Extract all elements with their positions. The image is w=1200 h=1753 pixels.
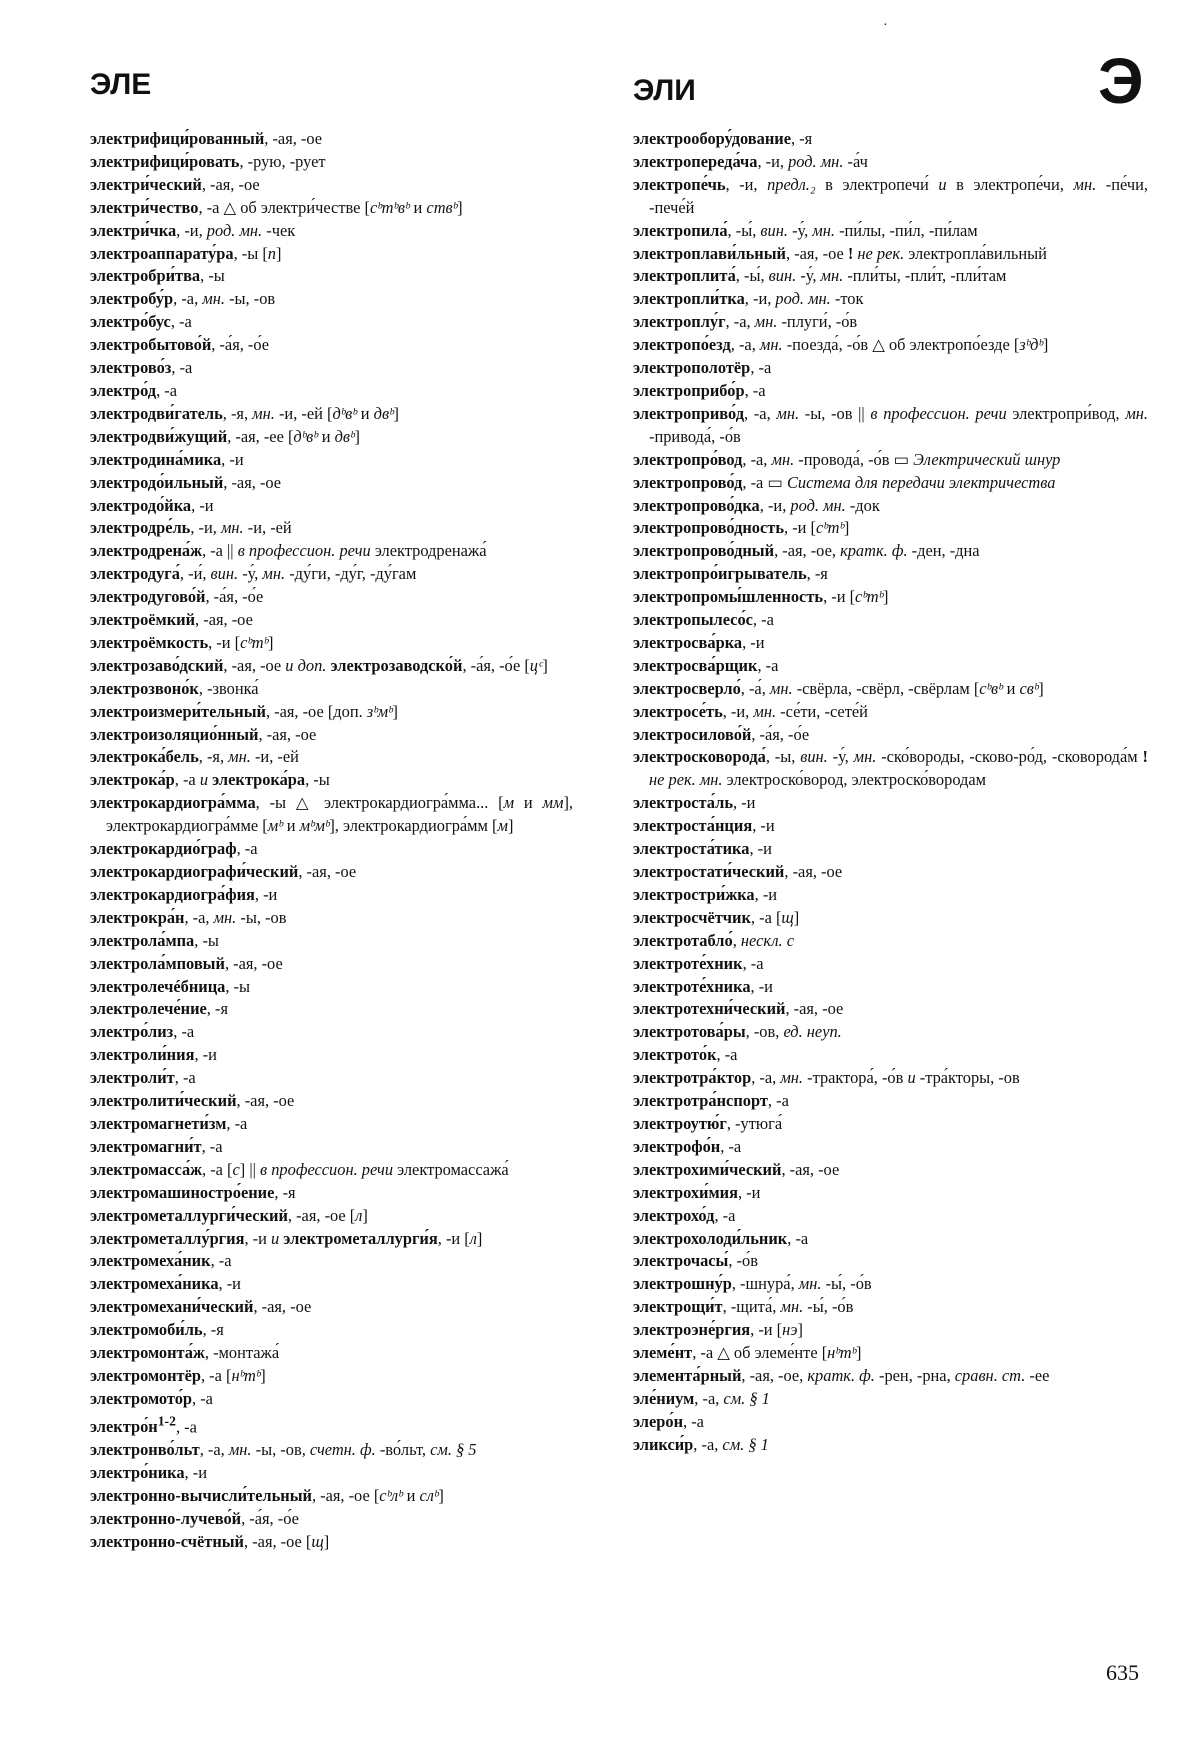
dictionary-entry: электростри́жка, -и [633, 884, 778, 904]
dictionary-entry: электромасса́ж, -а [с] || в профессион. речи электромассажа́ [90, 1159, 509, 1179]
dictionary-entry: электрофо́н, -а [633, 1136, 742, 1156]
dictionary-entry: элемента́рный, -ая, -ое, кратк. ф. -рен, -рна, сравн. ст. -ее [633, 1365, 1050, 1385]
section-letter: Э [1098, 45, 1144, 117]
dictionary-entry: электроте́хник, -а [633, 953, 764, 973]
dictionary-entry: электропереда́ча, -и, род. мн. -а́ч [633, 151, 868, 171]
dictionary-entry: электрифици́ровать, -рую, -рует [90, 151, 326, 171]
dictionary-entry: электроизмери́тельный, -ая, -ое [доп. зᵇмᵇ] [90, 701, 398, 721]
dictionary-entry: электрометаллурги́ческий, -ая, -ое [л] [90, 1205, 368, 1225]
dictionary-entry: электротра́нспорт, -а [633, 1091, 789, 1111]
dictionary-entry: электроизоляцио́нный, -ая, -ое [90, 724, 317, 744]
dictionary-entry: электрокардиографи́ческий, -ая, -ое [90, 862, 357, 881]
dictionary-entry: электрохи́мия, -и [633, 1182, 761, 1202]
dictionary-entry: электри́чка, -и, род. мн. -чек [90, 220, 296, 240]
dictionary-entry: электромагнети́зм, -а [90, 1113, 248, 1133]
dictionary-entry: электросковорода́, -ы, вин. -у́, мн. -ско́вороды, -сково-ро́д, -сковорода́м ! не рек. мн. электроско́вород, электроско́вородам [633, 747, 1148, 790]
dictionary-entry: электрокардиогра́фия, -и [90, 884, 278, 904]
dictionary-entry: электротабло́, нескл. с [633, 930, 794, 950]
dictionary-entry: элеме́нт, -а △ об элеме́нте [нᵇmᵇ] [633, 1343, 862, 1363]
dictionary-entry: электродо́йка, -и [90, 495, 214, 515]
dictionary-entry: электролече́ние, -я [90, 999, 228, 1019]
dictionary-entry: электротра́ктор, -а, мн. -трактора́, -о́в и -тра́кторы, -ов [633, 1068, 1020, 1088]
dictionary-entry: электрото́к, -а [633, 1045, 738, 1065]
dictionary-entry: электрола́мповый, -ая, -ое [90, 953, 283, 973]
dictionary-entry: электропромы́шленность, -и [cᵇmᵇ] [633, 587, 889, 607]
dictionary-entry: электродугово́й, -а́я, -о́е [90, 587, 264, 607]
dictionary-entry: электрокра́н, -а, мн. -ы, -ов [90, 907, 287, 927]
dictionary-entry: электромонтёр, -а [нᵇmᵇ] [90, 1365, 266, 1385]
dictionary-entry: электробытово́й, -а́я, -о́е [90, 335, 270, 355]
dictionary-entry: электродви́жущий, -ая, -ее [дᵇвᵇ и двᵇ] [90, 426, 360, 446]
dictionary-entry: электропрово́дка, -и, род. мн. -док [633, 495, 880, 515]
dictionary-entry: электрока́бель, -я, мн. -и, -ей [90, 747, 299, 767]
dictionary-entry: электросва́рка, -и [633, 632, 765, 652]
dictionary-entry: электрообору́дование, -я [633, 129, 813, 148]
dictionary-entry: электроэне́ргия, -и [нэ] [633, 1320, 803, 1340]
dictionary-entry: электроприбо́р, -а [633, 380, 766, 400]
dictionary-entry: электропрово́дность, -и [cᵇmᵇ] [633, 518, 850, 538]
dictionary-entry: электробри́тва, -ы [90, 266, 225, 286]
dictionary-entry: электроте́хника, -и [633, 976, 773, 996]
dictionary-entry: элеро́н, -а [633, 1411, 704, 1431]
dictionary-entry: электросчётчик, -а [щ] [633, 907, 800, 927]
dictionary-entry: электрифици́рованный, -ая, -ое [90, 129, 323, 148]
dictionary-entry: электродре́ль, -и, мн. -и, -ей [90, 518, 292, 538]
dictionary-entry: электроёмкость, -и [cᵇmᵇ] [90, 632, 274, 652]
dictionary-entry: электрозвоно́к, -звонка́ [90, 678, 259, 698]
dictionary-entry: электро́бус, -а [90, 312, 192, 332]
dictionary-entry: электромагни́т, -а [90, 1136, 223, 1156]
dictionary-entry: электросверло́, -а́, мн. -свёрла, -свёрл, -свёрлам [cᵇвᵇ и свᵇ] [633, 678, 1044, 698]
dictionary-entry: электрополотёр, -а [633, 358, 772, 378]
dictionary-entry: электрокардио́граф, -а [90, 839, 258, 859]
dictionary-entry: электроплави́льный, -ая, -ое ! не рек. электропла́вильный [633, 243, 1047, 263]
dictionary-entry: электроста́ль, -и [633, 793, 756, 813]
dictionary-entry: электропила́, -ы́, вин. -у́, мн. -пи́лы, -пи́л, -пи́лам [633, 220, 978, 240]
dictionary-entry: электромеха́ника, -и [90, 1274, 241, 1294]
dictionary-entry: электрощи́т, -щита́, мн. -ы́, -о́в [633, 1297, 854, 1317]
dictionary-entry: электроплу́г, -а, мн. -плуги́, -о́в [633, 312, 858, 332]
dictionary-entry: электроприво́д, -а, мн. -ы, -ов || в профессион. речи электропри́вод, мн. -привода́, -о́в [633, 403, 1149, 446]
dictionary-entry: электронно-счётный, -ая, -ое [щ] [90, 1531, 330, 1551]
dictionary-entry: электропылесо́с, -а [633, 610, 774, 630]
dictionary-entry: электрово́з, -а [90, 358, 193, 378]
dictionary-entry: электромехани́ческий, -ая, -ое [90, 1297, 312, 1317]
dictionary-entry: электролечéбница, -ы [90, 976, 251, 996]
dictionary-entry: электроёмкий, -ая, -ое [90, 610, 253, 630]
dictionary-entry: эликси́р, -а, см. § 1 [633, 1434, 769, 1454]
dictionary-entry: электросе́ть, -и, мн. -се́ти, -сете́й [633, 701, 868, 721]
dictionary-entry: электро́д, -а [90, 380, 178, 400]
running-head-left: ЭЛЕ [90, 68, 152, 101]
dictionary-entry: электромоби́ль, -я [90, 1320, 224, 1340]
page-number: 635 [1106, 1660, 1139, 1685]
dictionary-entry: электронво́льт, -а, мн. -ы, -ов, счетн. ф. -во́льт, см. § 5 [90, 1440, 477, 1460]
dictionary-entry: электри́чество, -а △ об электри́честве [cᵇmᵇвᵇ и ствᵇ] [90, 197, 463, 217]
dictionary-entry: электродуга́, -и́, вин. -у́, мн. -ду́ги, -ду́г, -ду́гам [90, 564, 417, 584]
dictionary-entry: электрохо́д, -а [633, 1205, 736, 1225]
dictionary-entry: электромашиностро́ение, -я [90, 1182, 296, 1202]
dictionary-entry: электрошну́р, -шнура́, мн. -ы́, -о́в [633, 1274, 872, 1294]
dictionary-entry: электродо́ильный, -ая, -ое [90, 472, 282, 492]
dictionary-entry: электромонта́ж, -монтажа́ [90, 1343, 280, 1363]
dictionary-entry: электрохолоди́льник, -а [633, 1228, 809, 1248]
dictionary-entry: электронно-лучево́й, -а́я, -о́е [90, 1508, 299, 1528]
dictionary-entry: электрола́мпа, -ы [90, 930, 219, 950]
dictionary-entry: электроли́ния, -и [90, 1045, 217, 1065]
dictionary-entry: электропе́чь, -и, предл.₂ в электропечи́ и в электропе́чи, мн. -пе́чи, -пече́й [633, 174, 1148, 217]
dictionary-entry: электродина́мика, -и [90, 449, 244, 469]
dictionary-entry: электромеха́ник, -а [90, 1251, 232, 1271]
dictionary-entry: электроли́т, -а [90, 1068, 196, 1088]
dictionary-entry: электроста́нция, -и [633, 816, 775, 836]
dictionary-entry: электрохими́ческий, -ая, -ое [633, 1159, 840, 1179]
dictionary-entry: электротова́ры, -ов, ед. неуп. [633, 1022, 842, 1042]
dictionary-entry: электротехни́ческий, -ая, -ое [633, 999, 844, 1019]
dictionary-entry: электрочасы́, -о́в [633, 1251, 758, 1271]
dictionary-entry: электропо́езд, -а, мн. -поезда́, -о́в △ об электропо́езде [зᵇдᵇ] [633, 335, 1049, 355]
dictionary-entry: электромото́р, -а [90, 1388, 213, 1408]
dictionary-entry: электро́лиз, -а [90, 1022, 195, 1042]
dictionary-entry: электрокардиогра́мма, -ы △ электрокардиогра́мма... [м и мм], электрокардиогра́мме [мᵇ и мᵇмᵇ], электрокардиогра́мм [м] [90, 793, 573, 836]
dictionary-entry: электродви́гатель, -я, мн. -и, -ей [дᵇвᵇ и двᵇ] [90, 403, 399, 423]
left-column [90, 128, 573, 1554]
right-column [633, 128, 1148, 1457]
dictionary-entry: электроплита́, -ы́, вин. -у́, мн. -пли́ты, -пли́т, -пли́там [633, 266, 1007, 286]
dictionary-entry: электроутю́г, -утюга́ [633, 1113, 783, 1133]
dictionary-entry: электро́ника, -и [90, 1463, 207, 1483]
dictionary-entry: электропрово́дный, -ая, -ое, кратк. ф. -ден, -дна [633, 541, 980, 561]
dictionary-entry: электросва́рщик, -а [633, 655, 779, 675]
running-head-right: ЭЛИ [633, 74, 696, 107]
dictionary-entry: электронно-вычисли́тельный, -ая, -ое [cᵇлᵇ и cлᵇ] [90, 1485, 444, 1505]
dictionary-entry: электросилово́й, -а́я, -о́е [633, 724, 810, 744]
dictionary-entry: электропрово́д, -а ▭ Система для передачи электричества [633, 472, 1056, 492]
dictionary-entry: электробу́р, -а, мн. -ы, -ов [90, 289, 276, 309]
dictionary-entry: электроста́тика, -и [633, 839, 772, 859]
dictionary-entry: электрозаво́дский, -ая, -ое и доп. электрозаводско́й, -а́я, -о́е [цᶜ] [90, 655, 548, 675]
dictionary-entry: $электро́н^{1-2}$, -а [90, 1413, 197, 1437]
dictionary-entry: электри́ческий, -ая, -ое [90, 174, 260, 194]
dictionary-entry: электропро́игрыватель, -я [633, 564, 828, 584]
dictionary-entry: электролити́ческий, -ая, -ое [90, 1091, 295, 1111]
dictionary-entry: электрометаллу́ргия, -и и электрометаллурги́я, -и [л] [90, 1228, 483, 1248]
dictionary-entry: электродрена́ж, -а || в профессион. речи электродренажа́ [90, 541, 487, 561]
dictionary-entry: электрока́р, -а и электрока́ра, -ы [90, 770, 330, 790]
dictionary-entry: эле́ниум, -а, см. § 1 [633, 1388, 770, 1408]
print-speck: · [883, 18, 888, 33]
dictionary-entry: электропро́вод, -а, мн. -провода́, -о́в ▭ Электрический шнур [633, 449, 1061, 469]
dictionary-entry: электропли́тка, -и, род. мн. -ток [633, 289, 864, 309]
dictionary-entry: электроаппарату́ра, -ы [п] [90, 243, 282, 263]
dictionary-entry: электростати́ческий, -ая, -ое [633, 862, 843, 881]
